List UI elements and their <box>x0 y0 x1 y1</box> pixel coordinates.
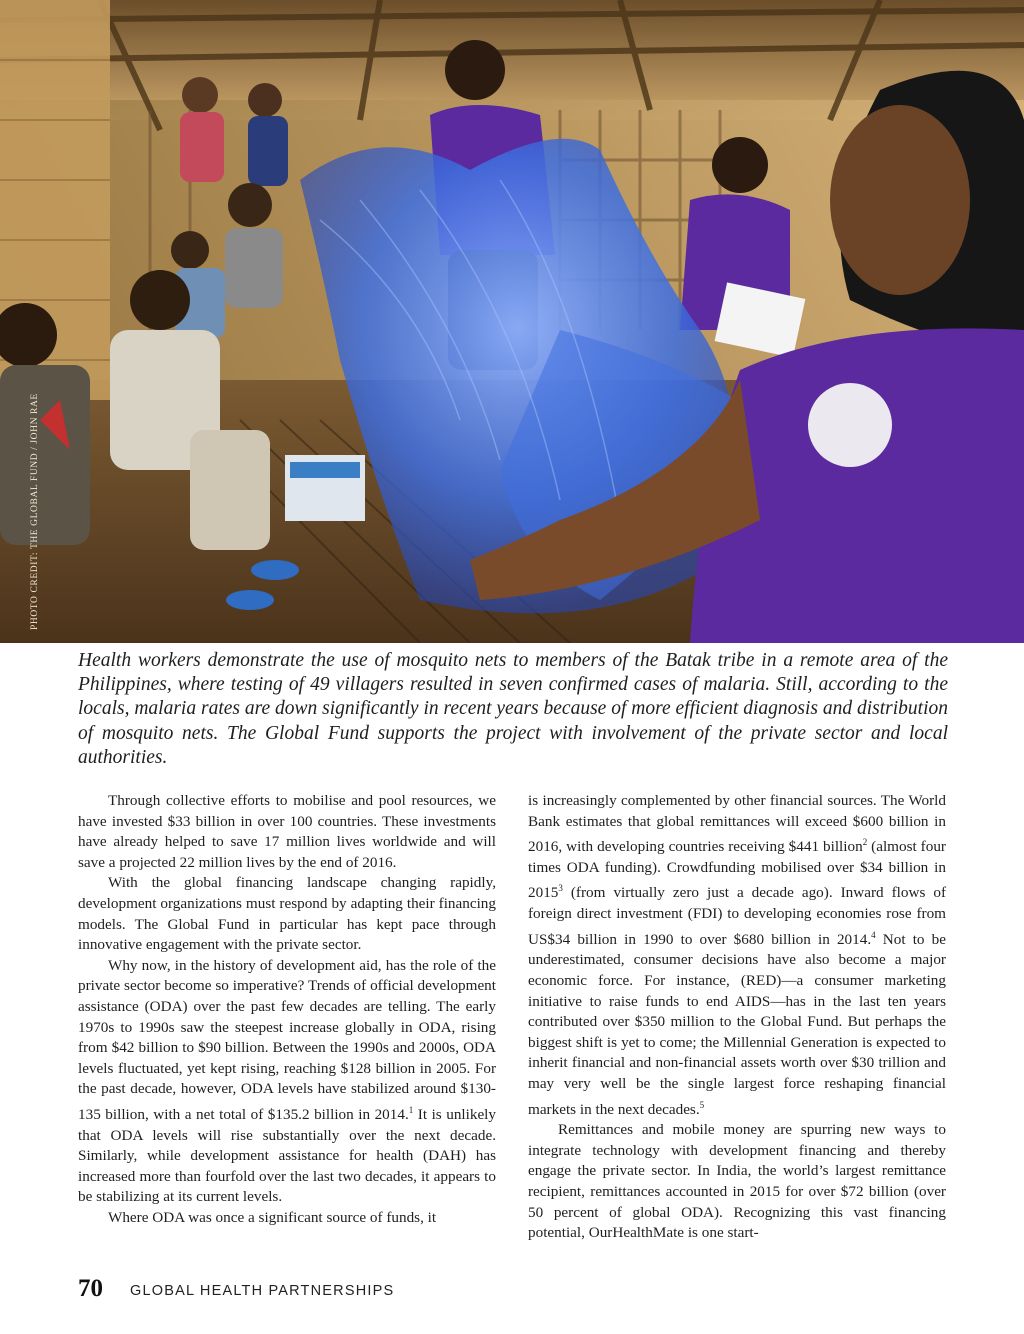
body-column-right <box>528 791 946 1244</box>
paragraph: Remittances and mobile money are spurring new ways to integrate technology with development financing and thereby engage the private sector. In India, the world’s largest remittance recipient, remittances accounted in 2015 for over $72 billion (over 50 percent of global ODA). Recognizing this vast financing potential, OurHealthMate is one start- <box>528 1121 946 1242</box>
paragraph-text: (almost four times ODA funding). Crowdfunding mobilised over $34 billion in 2015 <box>528 838 946 902</box>
paragraph-text: It is unlikely that ODA levels will rise substantially over the next decade. Similarly, while development assistance for health (DAH) has increased more than fourfold over the last two decades, it appears to be stabilizing at its current levels. <box>78 1105 496 1206</box>
footnote-ref: 3 <box>558 883 563 894</box>
page-number: 70 <box>78 1275 103 1302</box>
footnote-ref: 2 <box>862 837 868 848</box>
footnote-ref: 4 <box>871 929 876 940</box>
running-head: GLOBAL HEALTH PARTNERSHIPS <box>130 1283 395 1299</box>
paragraph: With the global financing landscape changing rapidly, development organizations must respond by adapting their financing models. The Global Fund in particular has kept pace through innovative engagement with the private sector. <box>78 874 496 954</box>
feature-photo <box>0 0 1024 643</box>
footnote-ref: 1 <box>408 1104 414 1115</box>
paragraph-text: (from virtually zero just a decade ago). Inward flows of foreign direct investment (FDI) to developing economies rose from US$34 billion in 1990 to over $680 billion in 2014. <box>528 884 946 948</box>
photo-caption: Health workers demonstrate the use of mosquito nets to members of the Batak tribe in a remote area of the Philippines, where testing of 49 villagers resulted in seven confirmed cases of malaria. Still, according to the locals, malaria rates are down significantly in recent years because of more efficient diagnosis and distribution of mosquito nets. The Global Fund supports the project with involvement of the private sector and local authorities. <box>78 650 948 768</box>
paragraph: Where ODA was once a significant source of funds, it <box>108 1208 437 1226</box>
paragraph-text: Why now, in the history of development aid, has the role of the private sector become so imperative? Trends of official development assistance (ODA) over the past few decades are telling. The early 1970s to 1990s saw the steepest increase globally in ODA, rising from $42 billion to $90 billion. Between the 1990s and 2000s, ODA levels fluctuated, yet kept rising, reaching $128 billion in 2005. For the past decade, however, ODA levels have stabilized around $130-135 billion, with a net total of $135.2 billion in 2014. <box>78 956 496 1123</box>
footnote-ref: 5 <box>699 1099 705 1110</box>
body-column-left <box>78 791 496 1229</box>
paragraph <box>528 791 946 1120</box>
paragraph-text: Not to be underestimated, consumer decisions have also become a major economic force. For instance, (RED)—a consumer marketing initiative to raise funds to end AIDS—has in the last ten years contributed over $350 million to the Global Fund. But perhaps the biggest shift is yet to come; the Millennial Generation is expected to inherit financial and non-financial assets worth over $30 trillion and may very well be the single largest force reshaping financial markets in the next decades. <box>528 930 946 1118</box>
paragraph: Through collective efforts to mobilise and pool resources, we have invested $33 billion in over 100 countries. These investments have already helped to save 17 million lives worldwide and will save a projected 22 million lives by the end of 2016. <box>78 792 496 871</box>
paragraph-text: is increasingly complemented by other financial sources. The World Bank estimates that global remittances will exceed $600 billion in 2016, with developing countries receiving $441 billion <box>528 792 946 856</box>
photo-credit: PHOTO CREDIT: THE GLOBAL FUND / JOHN RAE <box>30 393 40 630</box>
paragraph <box>78 956 496 1208</box>
photo-illustration <box>0 0 1024 643</box>
